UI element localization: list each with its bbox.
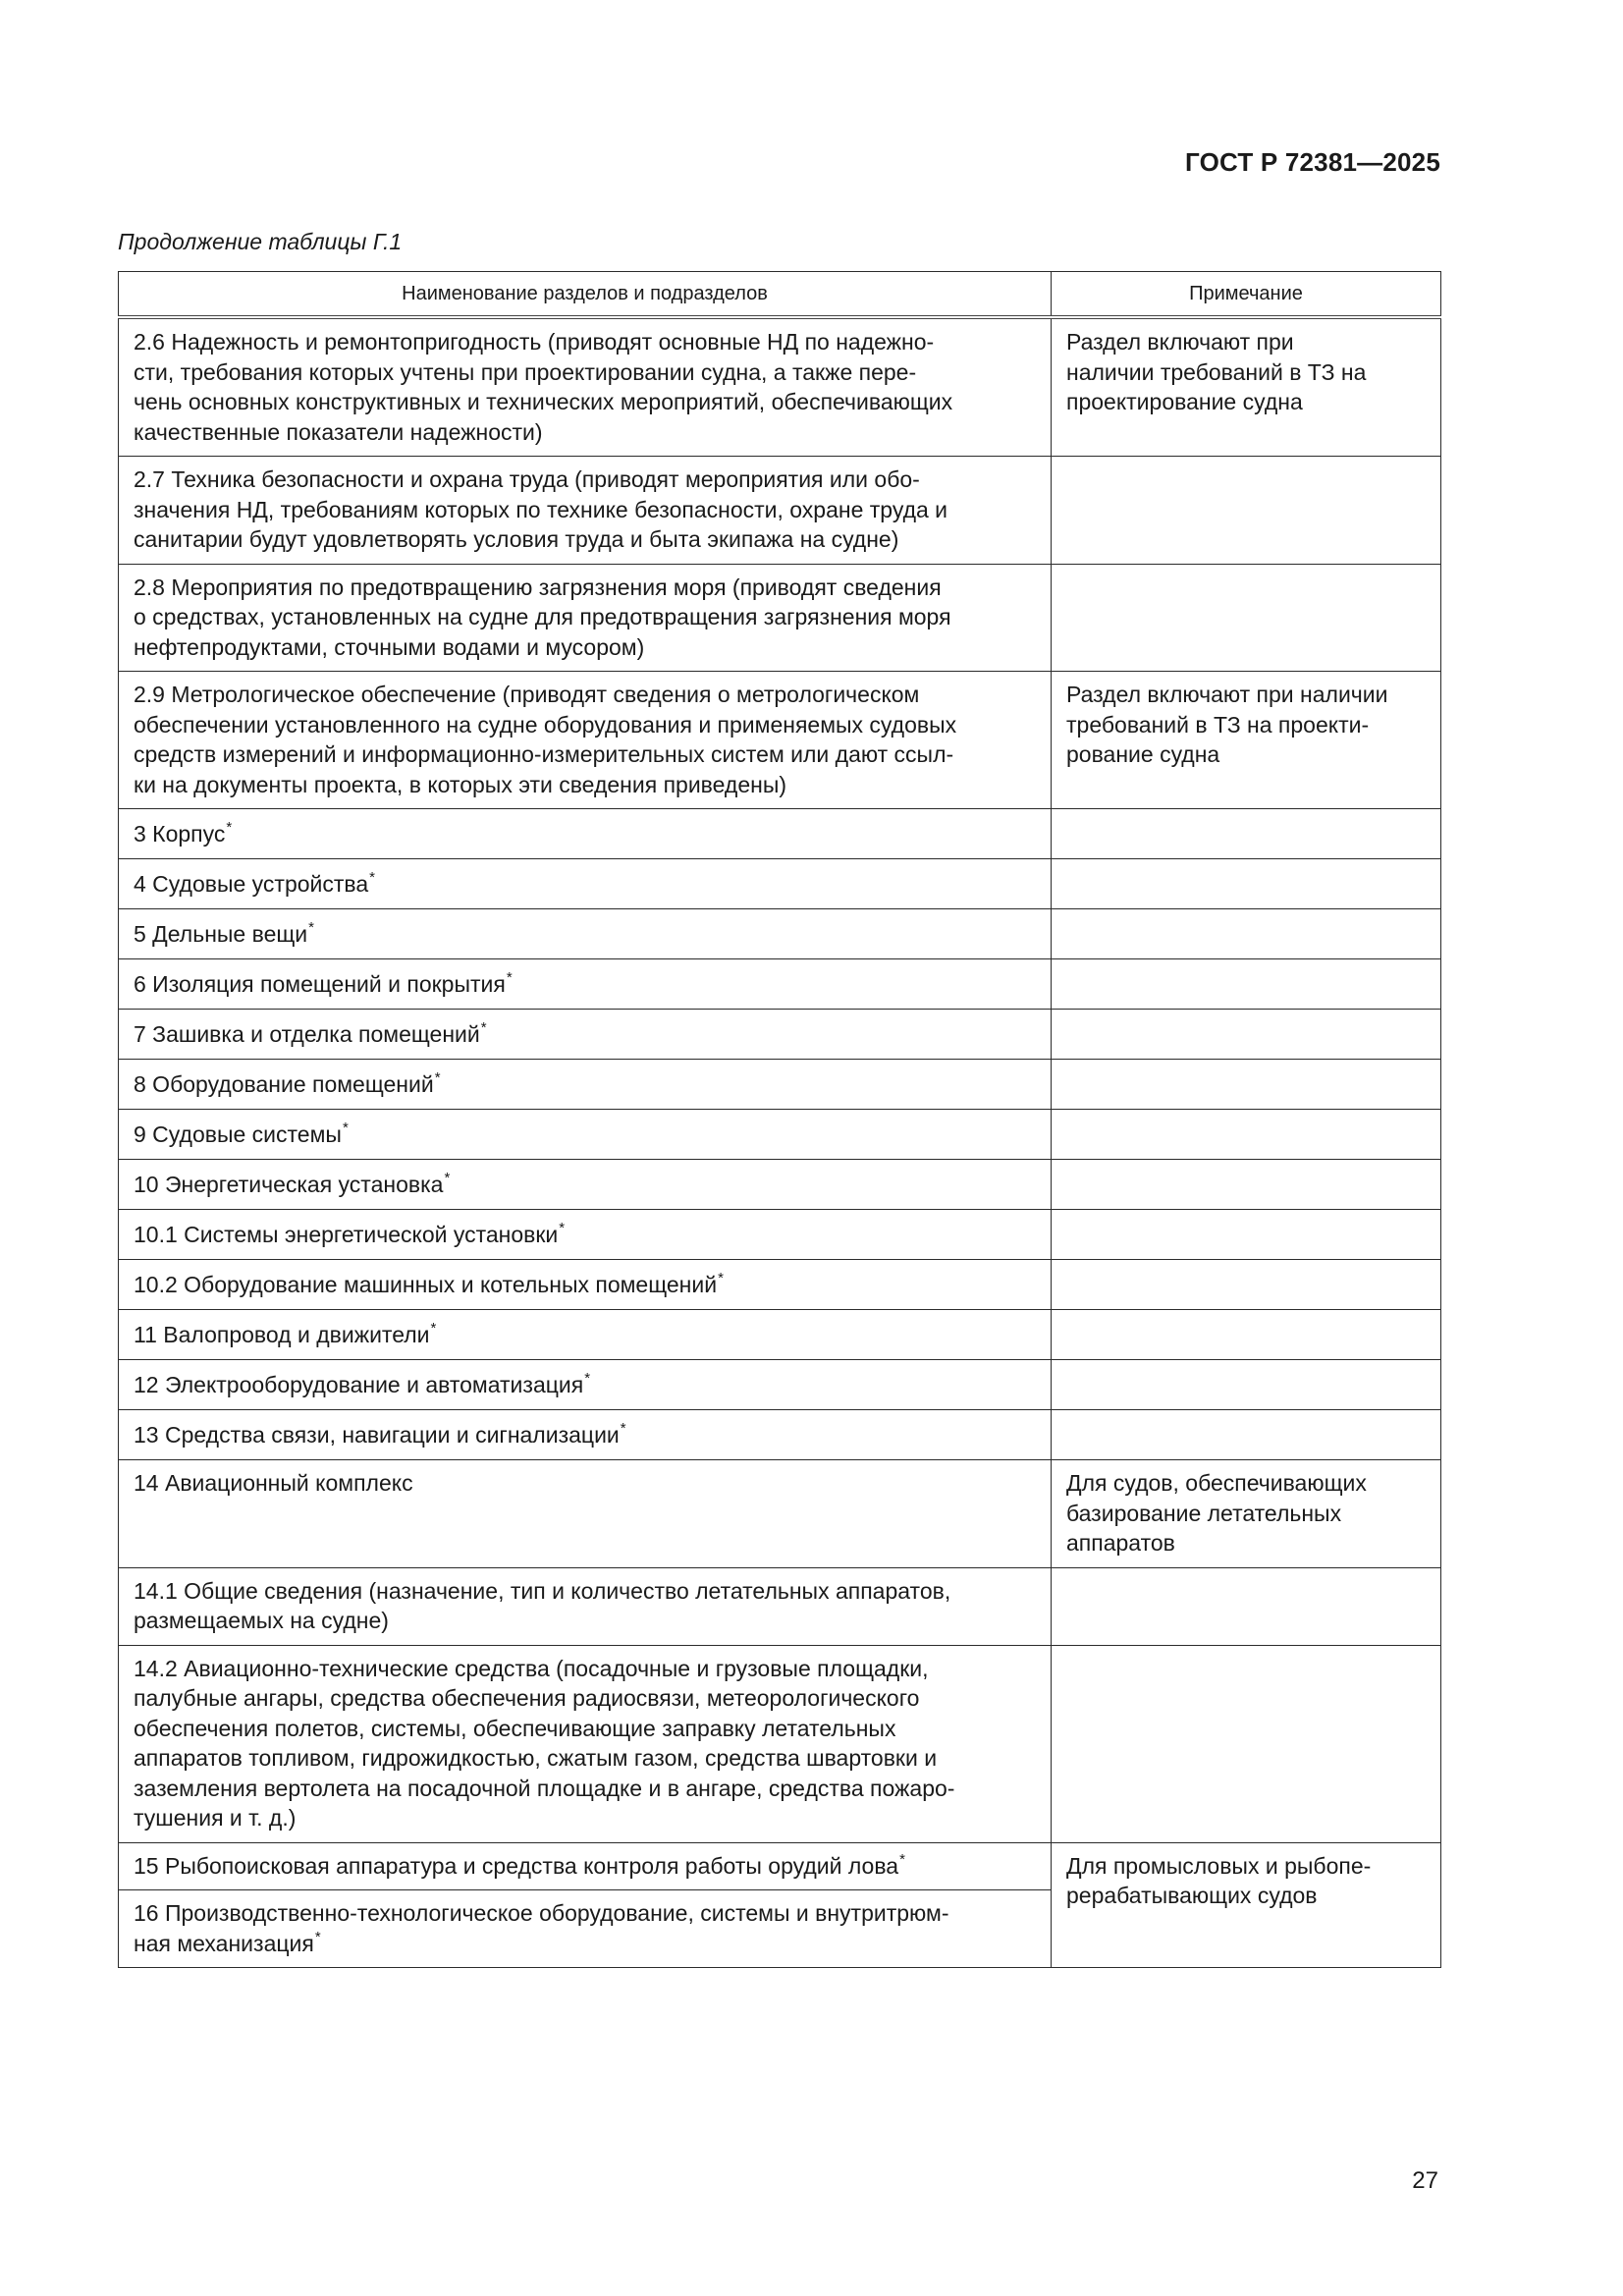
section-name-text: 3 Корпус	[134, 821, 226, 847]
section-name-cell	[119, 457, 1052, 565]
section-name-cell	[119, 909, 1052, 959]
section-name-text: 14.1 Общие сведения (назначение, тип и количество летательных аппаратов,	[134, 1577, 951, 1604]
section-name-cell	[119, 1890, 1052, 1968]
section-name-cell	[119, 1645, 1052, 1842]
section-name-text: 2.8 Мероприятия по предотвращению загрязнения моря (приводят сведения	[134, 574, 942, 600]
section-name-cell	[119, 1310, 1052, 1360]
section-name-cell	[119, 1010, 1052, 1060]
table-row	[119, 859, 1441, 909]
footnote-asterisk: *	[718, 1270, 724, 1286]
section-name-cell	[119, 1060, 1052, 1110]
section-name-text: 4 Судовые устройства	[134, 871, 369, 897]
footnote-asterisk: *	[308, 919, 314, 936]
section-name-cell	[119, 1160, 1052, 1210]
note-cell	[1052, 1110, 1441, 1160]
footnote-asterisk: *	[444, 1170, 451, 1186]
section-name-cell	[119, 1110, 1052, 1160]
note-cell	[1052, 1360, 1441, 1410]
note-cell	[1052, 317, 1441, 457]
section-name-text: 10 Энергетическая установка	[134, 1172, 444, 1197]
section-name-text: санитарии будут удовлетворять условия труда и быта экипажа на судне)	[134, 526, 899, 552]
note-text: Раздел включают при	[1066, 329, 1294, 355]
section-name-cell	[119, 1260, 1052, 1310]
section-name-cell	[119, 809, 1052, 859]
note-text: рование судна	[1066, 741, 1220, 767]
footnote-asterisk: *	[480, 1019, 487, 1036]
section-name-cell	[119, 859, 1052, 909]
note-cell	[1052, 809, 1441, 859]
section-name-text: заземления вертолета на посадочной площадке и в ангаре, средства пожаро-	[134, 1775, 955, 1801]
section-name-text: обеспечении установленного на судне оборудования и применяемых судовых	[134, 711, 957, 738]
table-row	[119, 1360, 1441, 1410]
section-name-text: сти, требования которых учтены при проектировании судна, а также пере-	[134, 358, 917, 385]
table-row	[119, 1842, 1441, 1890]
note-text: проектирование судна	[1066, 389, 1303, 414]
note-text: Раздел включают при наличии	[1066, 682, 1388, 707]
section-name-text: 16 Производственно-технологическое оборудование, системы и внутритрюм-	[134, 1900, 949, 1926]
table-caption: Продолжение таблицы Г.1	[118, 229, 403, 254]
table-row	[119, 1460, 1441, 1568]
note-text: требований в ТЗ на проекти-	[1066, 711, 1370, 738]
section-name-text: 2.7 Техника безопасности и охрана труда (приводят мероприятия или обо-	[134, 466, 920, 492]
note-cell	[1052, 1310, 1441, 1360]
note-cell	[1052, 1842, 1441, 1968]
column-header-sections: Наименование разделов и подразделов	[119, 272, 1052, 318]
table-row	[119, 457, 1441, 565]
footnote-asterisk: *	[559, 1220, 566, 1236]
footnote-asterisk: *	[620, 1420, 626, 1437]
section-name-text: средств измерений и информационно-измерительных систем или дают ссыл-	[134, 741, 954, 767]
section-name-text: 10.2 Оборудование машинных и котельных помещений	[134, 1272, 718, 1297]
section-name-text: качественные показатели надежности)	[134, 418, 543, 445]
footnote-asterisk: *	[226, 819, 233, 836]
footnote-asterisk: *	[584, 1370, 591, 1387]
section-name-text: ная механизация	[134, 1930, 314, 1956]
section-name-cell	[119, 1410, 1052, 1460]
note-text: аппаратов	[1066, 1530, 1175, 1556]
footnote-asterisk: *	[899, 1850, 905, 1868]
sections-table	[118, 271, 1441, 1968]
section-name-text: обеспечения полетов, системы, обеспечивающие заправку летательных	[134, 1715, 896, 1741]
section-name-text: 2.9 Метрологическое обеспечение (приводят сведения о метрологическом	[134, 682, 920, 707]
section-name-text: 7 Зашивка и отделка помещений	[134, 1021, 480, 1047]
note-cell	[1052, 1645, 1441, 1842]
section-name-text: о средствах, установленных на судне для предотвращения загрязнения моря	[134, 604, 951, 629]
section-name-text: 5 Дельные вещи	[134, 921, 308, 947]
column-header-note: Примечание	[1052, 272, 1441, 318]
footnote-asterisk: *	[434, 1069, 441, 1086]
table-row	[119, 1310, 1441, 1360]
section-name-text: 8 Оборудование помещений	[134, 1071, 434, 1097]
section-name-text: 11 Валопровод и движители	[134, 1322, 430, 1347]
section-name-text: ки на документы проекта, в которых эти сведения приведены)	[134, 771, 787, 797]
note-cell	[1052, 959, 1441, 1010]
table-row	[119, 1110, 1441, 1160]
table-row	[119, 564, 1441, 672]
section-name-text: 10.1 Системы энергетической установки	[134, 1222, 559, 1247]
footnote-asterisk: *	[369, 869, 376, 886]
section-name-text: 15 Рыбопоисковая аппаратура и средства контроля работы орудий лова	[134, 1852, 899, 1879]
note-cell	[1052, 1060, 1441, 1110]
table-row	[119, 1160, 1441, 1210]
section-name-text: 14 Авиационный комплекс	[134, 1470, 413, 1496]
section-name-text: 6 Изоляция помещений и покрытия	[134, 971, 506, 997]
table-row	[119, 1645, 1441, 1842]
note-text: базирование летательных	[1066, 1500, 1342, 1526]
section-name-text: нефтепродуктами, сточными водами и мусором)	[134, 633, 645, 660]
table-row	[119, 959, 1441, 1010]
note-text: Для промысловых и рыбопе-	[1066, 1852, 1372, 1879]
note-cell	[1052, 1010, 1441, 1060]
page-number: 27	[1412, 2167, 1438, 2194]
section-name-cell	[119, 564, 1052, 672]
standard-code: ГОСТ Р 72381—2025	[1185, 147, 1440, 177]
section-name-cell	[119, 959, 1052, 1010]
table-row	[119, 1567, 1441, 1645]
footnote-asterisk: *	[506, 969, 513, 986]
note-text: рерабатывающих судов	[1066, 1883, 1318, 1908]
table-row	[119, 1260, 1441, 1310]
note-cell	[1052, 1410, 1441, 1460]
note-cell	[1052, 1460, 1441, 1568]
section-name-cell	[119, 672, 1052, 809]
note-cell	[1052, 564, 1441, 672]
section-name-cell	[119, 1567, 1052, 1645]
section-name-text: аппаратов топливом, гидрожидкостью, сжатым газом, средства швартовки и	[134, 1745, 938, 1771]
section-name-text: чень основных конструктивных и технических мероприятий, обеспечивающих	[134, 389, 953, 414]
table-row	[119, 809, 1441, 859]
footnote-asterisk: *	[342, 1120, 349, 1136]
table-row	[119, 1210, 1441, 1260]
section-name-cell	[119, 1360, 1052, 1410]
table-row	[119, 1410, 1441, 1460]
table-row	[119, 672, 1441, 809]
table-header-row	[119, 272, 1441, 318]
section-name-cell	[119, 1460, 1052, 1568]
note-cell	[1052, 1210, 1441, 1260]
section-name-text: 9 Судовые системы	[134, 1121, 342, 1147]
table-row	[119, 1060, 1441, 1110]
footnote-asterisk: *	[314, 1928, 321, 1945]
footnote-asterisk: *	[430, 1320, 437, 1337]
section-name-text: 2.6 Надежность и ремонтопригодность (приводят основные НД по надежно-	[134, 329, 935, 355]
section-name-text: размещаемых на судне)	[134, 1608, 389, 1633]
note-cell	[1052, 1260, 1441, 1310]
table-row	[119, 1010, 1441, 1060]
section-name-cell	[119, 317, 1052, 457]
section-name-text: палубные ангары, средства обеспечения радиосвязи, метеорологического	[134, 1685, 920, 1711]
note-cell	[1052, 859, 1441, 909]
note-cell	[1052, 457, 1441, 565]
section-name-text: тушения и т. д.)	[134, 1805, 297, 1831]
section-name-text: значения НД, требованиям которых по технике безопасности, охране труда и	[134, 496, 948, 522]
note-text: Для судов, обеспечивающих	[1066, 1470, 1367, 1496]
section-name-cell	[119, 1210, 1052, 1260]
note-cell	[1052, 1567, 1441, 1645]
table-row	[119, 317, 1441, 457]
note-cell	[1052, 672, 1441, 809]
section-name-cell	[119, 1842, 1052, 1890]
section-name-text: 13 Средства связи, навигации и сигнализации	[134, 1422, 620, 1448]
note-cell	[1052, 1160, 1441, 1210]
note-cell	[1052, 909, 1441, 959]
section-name-text: 12 Электрооборудование и автоматизация	[134, 1372, 584, 1397]
section-name-text: 14.2 Авиационно-технические средства (посадочные и грузовые площадки,	[134, 1655, 929, 1681]
note-text: наличии требований в ТЗ на	[1066, 358, 1367, 385]
table-row	[119, 909, 1441, 959]
